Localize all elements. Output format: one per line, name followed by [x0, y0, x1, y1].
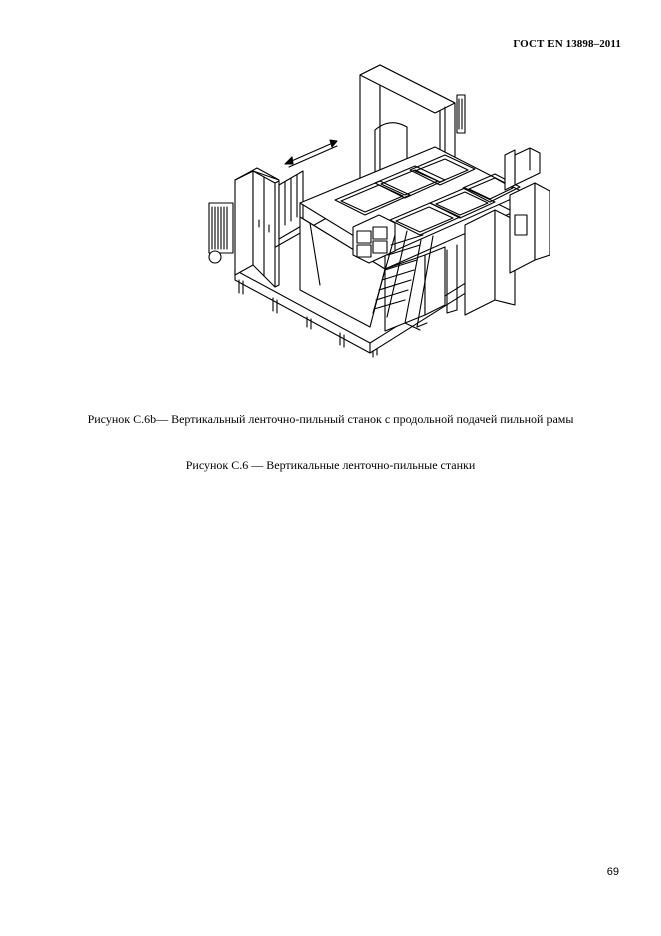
bandsaw-machine-figure — [195, 55, 550, 365]
bandsaw-machine-drawing — [195, 55, 550, 365]
page-number: 69 — [606, 866, 619, 878]
figure-sub-caption: Рисунок С.6b— Вертикальный ленточно-пильный станок с продольной подачей пильной рамы — [87, 412, 574, 426]
motor-unit — [209, 203, 233, 263]
figure-main-caption: Рисунок С.6 — Вертикальные ленточно-пильные станки — [185, 458, 476, 472]
feed-direction-arrow — [285, 140, 337, 167]
back-panel — [279, 171, 303, 239]
document-header-code: ГОСТ EN 13898–2011 — [513, 38, 621, 50]
control-cabinet — [235, 168, 279, 287]
